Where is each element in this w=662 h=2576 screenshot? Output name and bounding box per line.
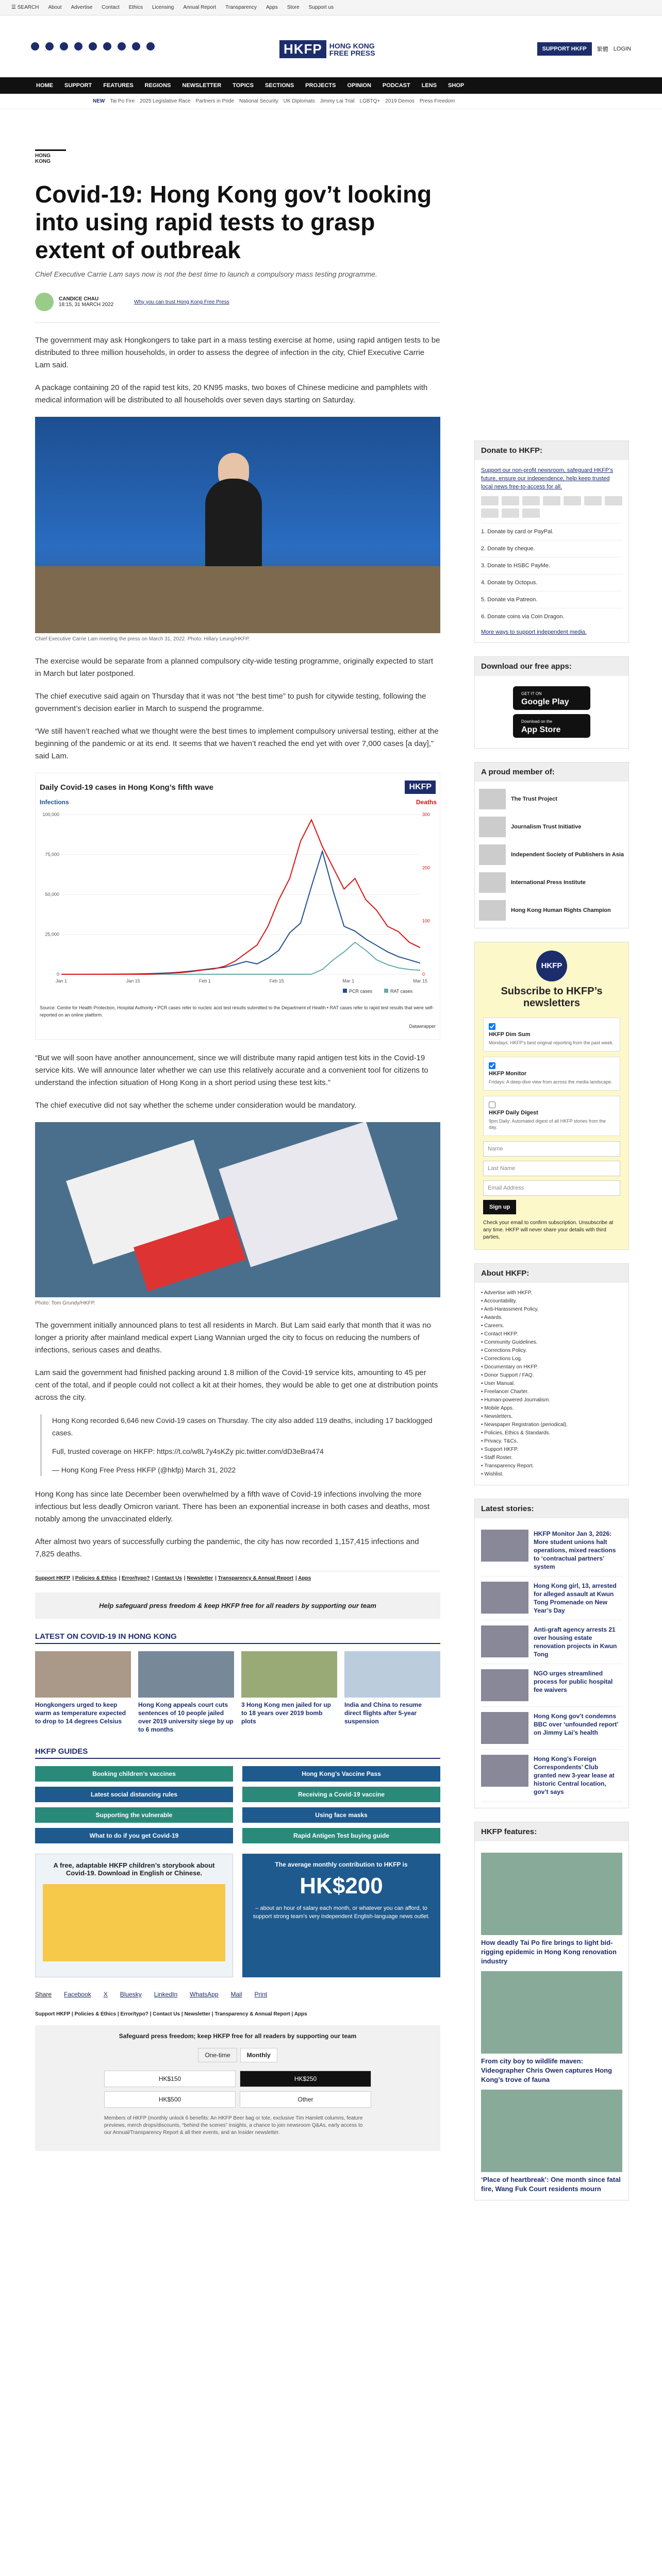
youtube-icon[interactable] xyxy=(103,42,111,50)
more-ways-link[interactable]: More ways to support independent media. xyxy=(481,629,587,635)
y-tick-label-right: 100 xyxy=(422,918,431,924)
stories-list xyxy=(475,1518,628,1808)
chart-svg xyxy=(36,794,441,1000)
member-logo[interactable]: Independent Society of Publishers in Asia xyxy=(479,844,624,865)
support-links: Support HKFP | Policies & Ethics | Error/typo? | Contact Us | Newsletter | Transparency & Annual Report | Apps xyxy=(35,1571,440,1581)
about-link[interactable]: • Wishlist. xyxy=(481,1471,504,1477)
tag-link[interactable]: Press Freedom xyxy=(419,98,455,104)
feature-image xyxy=(481,1971,622,2054)
y-tick-label: 50,000 xyxy=(45,892,59,897)
contribution-promo[interactable]: The average monthly contribution to HKFP is HK$200 – about an hour of salary each month, or whatever you can afford, to support strong team’s very independent English-language news outlet. xyxy=(242,1854,440,1977)
trending-tags xyxy=(0,94,662,109)
top-bar xyxy=(0,0,662,15)
feature-item[interactable] xyxy=(481,1971,622,2084)
nav-item[interactable]: HOME xyxy=(36,82,53,89)
support-link[interactable]: Transparency & Annual Report xyxy=(218,1575,293,1581)
story-title: HKFP Monitor Jan 3, 2026: More student unions halt operations, mixed reactions to ‘contractual partners’ system xyxy=(534,1530,616,1570)
guide-button[interactable]: Using face masks xyxy=(242,1807,440,1823)
card-title: Hongkongers urged to keep warm as temperature expected to drop to 14 degrees Celsius xyxy=(35,1701,126,1725)
x-tick-label: Mar 15 xyxy=(412,978,428,984)
nav-item[interactable]: FEATURES xyxy=(103,82,134,89)
story-title: NGO urges streamlined process for public hospital fee waivers xyxy=(534,1670,613,1693)
y-tick-label-right: 200 xyxy=(422,865,431,871)
about-link[interactable]: • Anti-Harassment Policy. xyxy=(481,1307,539,1312)
feature-title: How deadly Tai Po fire brings to light bid-rigging epidemic in Hong Kong renovation industry xyxy=(481,1939,617,1965)
chart-badge: HKFP xyxy=(405,781,436,794)
bluesky-icon[interactable] xyxy=(89,42,97,50)
tab-monthly[interactable]: Monthly xyxy=(240,2048,277,2062)
newsletter-option[interactable]: HKFP Monitor Fridays: A deep-dive view from across the media landscape. xyxy=(483,1057,620,1091)
latest-card[interactable] xyxy=(138,1651,234,1734)
chart-credit: Datawrapper xyxy=(409,1024,436,1029)
about-link[interactable]: • Privacy. T&Cs. xyxy=(481,1438,518,1444)
story-title: Anti-graft agency arrests 21 over housing estate renovation projects in Kwun Tong xyxy=(534,1626,617,1658)
support-links-2: Support HKFP | Policies & Ethics | Error/typo? | Contact Us | Newsletter | Transparency & Annual Report | Apps xyxy=(35,2011,307,2017)
legend-swatch xyxy=(384,989,388,993)
share-linkedin[interactable]: LinkedIn xyxy=(154,1991,178,1998)
y-tick-label: 100,000 xyxy=(42,812,59,817)
newsletter-note: Check your email to confirm subscription. Unsubscribe at any time. HKFP will never share your details with third parties. xyxy=(483,1220,614,1240)
site-logo[interactable] xyxy=(279,40,375,58)
support-link[interactable]: Transparency & Annual Report xyxy=(214,2011,290,2017)
latest-card[interactable] xyxy=(35,1651,131,1734)
guide-button[interactable]: Receiving a Covid-19 vaccine xyxy=(242,1787,440,1802)
email-field[interactable]: Email Address xyxy=(483,1180,620,1196)
support-link[interactable]: Apps xyxy=(298,1575,311,1581)
site-header xyxy=(0,15,662,77)
stories-box xyxy=(474,1499,629,1808)
category-label[interactable]: HONG KONG xyxy=(35,149,66,164)
nav-item[interactable]: SECTIONS xyxy=(264,82,294,89)
about-link[interactable]: • Transparency Report. xyxy=(481,1463,534,1469)
paragraph: The chief executive said again on Thursday that it was not “the best time” to push for citywide testing, following the government’s decision earlier in March to suspend the programme. xyxy=(35,692,426,713)
about-link[interactable]: • Accountability. xyxy=(481,1298,517,1304)
story-title: Hong Kong’s Foreign Correspondents’ Club granted new 3-year lease at historic Central location, gov’t says xyxy=(534,1755,615,1795)
latest-card[interactable] xyxy=(344,1651,440,1734)
story-item[interactable] xyxy=(481,1524,622,1577)
tag-link[interactable]: LGBTQ+ xyxy=(359,98,380,104)
story-item[interactable] xyxy=(481,1577,622,1620)
paragraph: A package containing 20 of the rapid test kits, 20 KN95 masks, two boxes of Chinese medicine and pamphlets with medical information will be distributed to all households over seven days starting on Saturday. xyxy=(35,383,428,404)
story-item[interactable] xyxy=(481,1707,622,1750)
support-link[interactable]: Policies & Ethics xyxy=(74,2011,117,2017)
story-thumbnail xyxy=(481,1530,528,1562)
safeguard-banner[interactable]: Help safeguard press freedom & keep HKFP free for all readers by supporting our team xyxy=(35,1592,440,1619)
story-item[interactable] xyxy=(481,1664,622,1707)
member-logo[interactable]: International Press Institute xyxy=(479,872,624,893)
paragraph: “But we will soon have another announcement, since we will distribute many rapid antigen test kits in the Covid-19 service kits. We will announce later whether we can use this relatively accurate and a convenient tool for citizens to understand the infection situation of Hong Kong in a short period using these test kits.” xyxy=(35,1054,428,1087)
nav-item[interactable]: PROJECTS xyxy=(305,82,336,89)
guides-grid xyxy=(35,1766,440,1843)
article-photo xyxy=(35,417,440,633)
nav-item[interactable]: LENS xyxy=(421,82,437,89)
donate-option[interactable]: 3. Donate to HSBC PayMe. xyxy=(481,557,622,574)
nav-item[interactable]: SUPPORT xyxy=(64,82,92,89)
payment-icons xyxy=(481,496,622,518)
widget-title: Download our free apps: xyxy=(475,657,628,676)
about-link[interactable]: • Corrections Log. xyxy=(481,1356,522,1362)
photo-caption: Chief Executive Carrie Lam meeting the press on March 31, 2022. Photo: Hillary Leung/HKFP. xyxy=(35,636,250,642)
top-link[interactable]: Store xyxy=(287,5,300,10)
last-name-field[interactable]: Last Name xyxy=(483,1161,620,1176)
latest-card[interactable] xyxy=(241,1651,337,1734)
widget-title: A proud member of: xyxy=(475,762,628,782)
rss-icon[interactable] xyxy=(146,42,155,50)
tag-link[interactable]: National Security xyxy=(239,98,278,104)
facebook-icon[interactable] xyxy=(31,42,39,50)
support-link[interactable]: Contact Us xyxy=(153,2011,180,2017)
support-link[interactable]: Support HKFP xyxy=(35,1575,71,1581)
newsletter-title: Subscribe to HKFP’s newsletters xyxy=(501,986,603,1009)
tag-link[interactable]: UK Diplomats xyxy=(283,98,315,104)
logo-text: HONG KONG FREE PRESS xyxy=(329,41,375,57)
newsletter-logo: HKFP xyxy=(536,951,567,981)
share-bar xyxy=(35,1991,440,1998)
amount-option[interactable]: Other xyxy=(240,2091,371,2108)
about-link[interactable]: • Human-powered Journalism. xyxy=(481,1397,551,1403)
about-link[interactable]: • Staff Roster. xyxy=(481,1455,513,1461)
sidebar xyxy=(474,440,629,2214)
widget-title: Latest stories: xyxy=(475,1499,628,1518)
top-link[interactable]: Licensing xyxy=(152,5,174,10)
support-link[interactable]: Error/typo? xyxy=(120,2011,148,2017)
tags-label: NEW xyxy=(93,98,105,104)
donate-option[interactable]: 2. Donate by cheque. xyxy=(481,540,622,557)
about-link[interactable]: • Donor Support / FAQ. xyxy=(481,1372,534,1378)
app-store-button[interactable]: Download on the App Store xyxy=(513,714,590,738)
axis-label-right: Deaths xyxy=(416,799,437,806)
promo-row xyxy=(35,1854,440,1977)
about-link[interactable]: • Documentary on HKFP. xyxy=(481,1364,538,1370)
social-icons xyxy=(31,42,155,50)
x-tick-label: Mar 1 xyxy=(342,978,355,984)
story-thumbnail xyxy=(481,1712,528,1744)
donate-option[interactable]: 5. Donate via Patreon. xyxy=(481,591,622,608)
nav-item[interactable]: TOPICS xyxy=(233,82,254,89)
share-facebook[interactable]: Facebook xyxy=(64,1991,91,1998)
story-thumbnail xyxy=(481,1625,528,1657)
donate-option[interactable]: 4. Donate by Octopus. xyxy=(481,574,622,591)
language-link[interactable]: 繁體 xyxy=(597,46,608,53)
story-item[interactable] xyxy=(481,1620,622,1664)
legend-label: PCR cases xyxy=(349,989,373,994)
series-line xyxy=(61,942,420,974)
top-link[interactable]: Transparency xyxy=(225,5,257,10)
feature-item[interactable] xyxy=(481,1853,622,1966)
login-link[interactable]: LOGIN xyxy=(613,46,631,52)
nav-item[interactable]: NEWSLETTER xyxy=(182,82,222,89)
y-tick-label-right: 0 xyxy=(422,972,425,977)
about-link[interactable]: • Advertise with HKFP. xyxy=(481,1290,532,1296)
about-link[interactable]: • Newsletters. xyxy=(481,1414,513,1419)
about-list xyxy=(475,1283,628,1485)
y-tick-label: 75,000 xyxy=(45,852,59,857)
y-tick-label: 0 xyxy=(56,972,59,977)
search-link[interactable]: ☰ SEARCH xyxy=(11,5,39,10)
x-tick-label: Feb 15 xyxy=(269,978,284,984)
card-title: 3 Hong Kong men jailed for up to 18 years over 2019 bomb plots xyxy=(241,1701,331,1725)
members-box xyxy=(474,762,629,928)
embedded-tweet xyxy=(40,1414,440,1476)
publish-date: 18:15, 31 MARCH 2022 xyxy=(59,302,114,308)
guide-button[interactable]: Supporting the vulnerable xyxy=(35,1807,233,1823)
name-field[interactable]: Name xyxy=(483,1141,620,1157)
main-nav xyxy=(0,77,662,94)
widget-title: HKFP features: xyxy=(475,1822,628,1841)
y-tick-label: 25,000 xyxy=(45,931,59,937)
storybook-promo[interactable]: A free, adaptable HKFP children’s storybook about Covid-19. Download in English or Chinese. xyxy=(35,1854,233,1977)
legend-label: RAT cases xyxy=(390,989,413,994)
support-link[interactable]: Newsletter xyxy=(184,2011,211,2017)
share-mail[interactable]: Mail xyxy=(230,1991,242,1998)
tweet-author: — Hong Kong Free Press HKFP (@hkfp) March 31, 2022 xyxy=(52,1466,236,1474)
tag-link[interactable]: 2019 Demos xyxy=(385,98,415,104)
covid-chart xyxy=(35,773,440,1040)
card-title: Hong Kong appeals court cuts sentences of 10 people jailed over 2019 university siege by up to 6 months xyxy=(138,1701,234,1733)
chart-title: Daily Covid-19 cases in Hong Kong’s fifth wave xyxy=(40,783,214,792)
guide-button[interactable]: Booking children’s vaccines xyxy=(35,1766,233,1782)
threads-icon[interactable] xyxy=(74,42,82,50)
trust-link[interactable]: Why you can trust Hong Kong Free Press xyxy=(134,299,229,305)
donate-heading: Safeguard press freedom; keep HKFP free for all readers by supporting our team xyxy=(119,2032,357,2040)
newsletter-box xyxy=(474,942,629,1250)
paragraph: The government may ask Hongkongers to take part in a mass testing exercise at home, using rapid antigen tests to be distributed to three million households, in order to assess the degree of infection in the city, Chief Executive Carrie Lam said. xyxy=(35,336,440,369)
article xyxy=(35,149,440,2151)
about-link[interactable]: • Contact HKFP. xyxy=(481,1331,518,1337)
newsletter-option[interactable]: HKFP Dim Sum Mondays: HKFP’s best original reporting from the past week. xyxy=(483,1018,620,1052)
card-thumbnail xyxy=(344,1651,440,1698)
paragraph: The chief executive did not say whether the scheme under consideration would be mandatory. xyxy=(35,1101,357,1110)
story-thumbnail xyxy=(481,1669,528,1701)
support-link[interactable]: Error/typo? xyxy=(122,1575,150,1581)
x-tick-label: Feb 1 xyxy=(198,978,211,984)
latest-list xyxy=(35,1651,440,1734)
story-title: Hong Kong gov’t condemns BBC over ‘unfounded report’ on Jimmy Lai’s health xyxy=(534,1713,619,1736)
guide-button[interactable]: Latest social distancing rules xyxy=(35,1787,233,1802)
about-link[interactable]: • Policies, Ethics & Standards. xyxy=(481,1430,551,1436)
google-play-button[interactable]: GET IT ON Google Play xyxy=(513,686,590,710)
share-x[interactable]: X xyxy=(103,1991,108,1998)
support-link[interactable]: Contact Us xyxy=(155,1575,182,1581)
newsletter-option[interactable]: HKFP Daily Digest 9pm Daily: Automated digest of all HKFP stories from the day. xyxy=(483,1096,620,1136)
x-tick-label: Jan 15 xyxy=(126,978,140,984)
about-link[interactable]: • Mobile Apps. xyxy=(481,1405,514,1411)
guides-heading: HKFP GUIDES xyxy=(35,1747,440,1759)
logo-box: HKFP xyxy=(279,40,326,58)
guide-button[interactable]: Hong Kong’s Vaccine Pass xyxy=(242,1766,440,1782)
guide-button[interactable]: Rapid Antigen Test buying guide xyxy=(242,1828,440,1843)
share-label: Share xyxy=(35,1991,52,1998)
widget-title: About HKFP: xyxy=(475,1264,628,1283)
about-link[interactable]: • Careers. xyxy=(481,1323,504,1329)
mail-icon[interactable] xyxy=(118,42,126,50)
about-link[interactable]: • Freelancer Charter. xyxy=(481,1389,529,1395)
x-tick-label: Jan 1 xyxy=(55,978,68,984)
support-button[interactable]: SUPPORT HKFP xyxy=(537,42,592,56)
story-thumbnail xyxy=(481,1755,528,1787)
paragraph: Lam said the government had finished packing around 1.8 million of the Covid-19 service kits, amounting to 45 per cent of the total, and if people could not collect a kit at their homes, they would be able to get one at distribution points across the city. xyxy=(35,1368,438,1402)
support-link[interactable]: Support HKFP xyxy=(35,2011,71,2017)
nav-item[interactable]: PODCAST xyxy=(382,82,410,89)
paragraph: After almost two years of successfully curbing the pandemic, the city has now recorded 1,157,415 infections and 7,825 deaths. xyxy=(35,1537,419,1558)
story-thumbnail xyxy=(481,1582,528,1614)
y-tick-label-right: 300 xyxy=(422,812,431,817)
paragraph: The government initially announced plans to test all residents in March. But Lam said early that month that it was no longer a priority after mainland medical expert Liang Wannian urged the city to focus on reducing the numbers of infections, serious cases and deaths. xyxy=(35,1321,431,1354)
feature-item[interactable] xyxy=(481,2090,622,2194)
member-logo[interactable]: The Trust Project xyxy=(479,789,624,809)
tweet-link[interactable]: Full, trusted coverage on HKFP: https://t.co/w8L7y4sKZy pic.twitter.com/dD3eBra474 xyxy=(52,1447,324,1455)
paragraph: Hong Kong has since late December been overwhelmed by a fifth wave of Covid-19 infections involving the more infectious but less deadly Omicron variant. There has been an exponential increase in both cases and deaths, most notably among the unvaccinated elderly. xyxy=(35,1490,430,1523)
article-title: Covid-19: Hong Kong gov’t looking into using rapid tests to grasp extent of outbreak xyxy=(35,181,432,263)
story-title: Hong Kong girl, 13, arrested for alleged assault at Kwun Tong Promenade on New Year’s Day xyxy=(534,1582,617,1614)
card-thumbnail xyxy=(241,1651,337,1698)
share-whatsapp[interactable]: WhatsApp xyxy=(190,1991,219,1998)
member-logo[interactable]: Journalism Trust Initiative xyxy=(479,817,624,837)
card-thumbnail xyxy=(138,1651,234,1698)
paragraph: “We still haven’t reached what we thought were the best times to implement compulsory universal testing, either at the beginning of the pandemic or at its end. It seems that we haven’t reached the end yet with over 7,000 cases [a day],” said Lam. xyxy=(35,727,439,760)
card-title: India and China to resume direct flights after 5-year suspension xyxy=(344,1701,422,1725)
tag-link[interactable]: Jimmy Lai Trial xyxy=(320,98,355,104)
top-link[interactable]: Advertise xyxy=(71,5,93,10)
tag-link[interactable]: 2025 Legislative Race xyxy=(140,98,191,104)
donate-option[interactable]: 6. Donate coins via Coin Dragon. xyxy=(481,608,622,625)
series-line xyxy=(61,851,420,974)
donate-widget xyxy=(35,2025,440,2151)
tag-link[interactable]: Tai Po Fire xyxy=(110,98,135,104)
amount-option[interactable]: HK$500 xyxy=(104,2091,236,2108)
guide-button[interactable]: What to do if you get Covid-19 xyxy=(35,1828,233,1843)
support-link[interactable]: Newsletter xyxy=(187,1575,213,1581)
legend-swatch xyxy=(343,989,347,993)
member-logo[interactable]: Hong Kong Human Rights Champion xyxy=(479,900,624,921)
header-actions xyxy=(537,42,631,56)
donate-option[interactable]: 1. Donate by card or PayPal. xyxy=(481,523,622,540)
feature-title: ‘Place of heartbreak’: One month since fatal fire, Wang Fuk Court residents mourn xyxy=(481,2176,621,2193)
share-bluesky[interactable]: Bluesky xyxy=(120,1991,142,1998)
about-link[interactable]: • Newspaper Registration (periodical). xyxy=(481,1422,568,1428)
nav-item[interactable]: OPINION xyxy=(347,82,371,89)
apps-box xyxy=(474,656,629,749)
amount-option[interactable]: HK$250 xyxy=(240,2071,371,2087)
features-list xyxy=(475,1841,628,2200)
features-box xyxy=(474,1822,629,2200)
telegram-icon[interactable] xyxy=(132,42,140,50)
latest-heading: LATEST ON COVID-19 IN HONG KONG xyxy=(35,1632,440,1644)
chart-source: Source: Centre for Health Protection, Hospital Authority • PCR cases refer to nucleic acid test results submitted to the Department of Health • RAT cases refer to rapid test results that were self-reported on an online platform. xyxy=(40,1005,434,1018)
top-link[interactable]: About xyxy=(48,5,62,10)
nav-item[interactable]: SHOP xyxy=(448,82,465,89)
feature-image xyxy=(481,1853,622,1935)
avatar xyxy=(35,293,54,311)
author-name[interactable]: CANDICE CHAU xyxy=(59,296,99,302)
tab-one-time[interactable]: One-time xyxy=(198,2048,237,2062)
about-link[interactable]: • Corrections Policy. xyxy=(481,1348,527,1353)
amount-option[interactable]: HK$150 xyxy=(104,2071,236,2087)
top-link[interactable]: Contact xyxy=(102,5,120,10)
feature-title: From city boy to wildlife maven: Videographer Chris Owen captures Hong Kong’s trove of fauna xyxy=(481,2057,613,2083)
instagram-icon[interactable] xyxy=(60,42,68,50)
about-box xyxy=(474,1263,629,1485)
about-link[interactable]: • Community Guidelines. xyxy=(481,1340,538,1345)
top-link[interactable]: Support us xyxy=(308,5,334,10)
axis-label-left: Infections xyxy=(40,799,69,806)
tag-link[interactable]: Partners in Pride xyxy=(195,98,235,104)
x-icon[interactable] xyxy=(45,42,54,50)
photo-caption: Photo: Tom Grundy/HKFP. xyxy=(35,1300,95,1306)
support-link[interactable]: Apps xyxy=(294,2011,307,2017)
feature-image xyxy=(481,2090,622,2172)
card-thumbnail xyxy=(35,1651,131,1698)
top-link[interactable]: Annual Report xyxy=(183,5,217,10)
nav-item[interactable]: REGIONS xyxy=(144,82,171,89)
donate-box xyxy=(474,440,629,643)
donate-text[interactable]: Support our non-profit newsroom, safeguard HKFP’s future, ensure our independence, help keep trusted local news free-to-access for all. xyxy=(481,467,613,490)
article-photo-2 xyxy=(35,1122,440,1297)
top-link[interactable]: Ethics xyxy=(128,5,143,10)
share-print[interactable]: Print xyxy=(254,1991,268,1998)
about-link[interactable]: • Support HKFP. xyxy=(481,1447,519,1452)
benefit-text: Members of HKFP (monthly unlock 6 benefits: An HKFP Beer bag or tote, exclusive Tim Hamlett columns, feature previews, merch drops/discounts, “behind the scenes” insights, a chance to join newsroom Q&As, early access to our Annual/Transparency Report & all their events, and an Insider newsletter. xyxy=(104,2115,363,2136)
signup-button[interactable]: Sign up xyxy=(483,1200,516,1214)
top-link[interactable]: Apps xyxy=(266,5,278,10)
support-link[interactable]: Policies & Ethics xyxy=(75,1575,117,1581)
story-item[interactable] xyxy=(481,1750,622,1802)
widget-title: Donate to HKFP: xyxy=(475,441,628,460)
byline xyxy=(35,293,440,311)
about-link[interactable]: • Awards. xyxy=(481,1315,503,1320)
article-subtitle: Chief Executive Carrie Lam says now is not the best time to launch a compulsory mass testing programme. xyxy=(35,270,377,278)
paragraph: The exercise would be separate from a planned compulsory city-wide testing programme, originally expected to start in March but later postponed. xyxy=(35,657,434,678)
about-link[interactable]: • User Manual. xyxy=(481,1381,515,1386)
tweet-text: Hong Kong recorded 6,646 new Covid-19 cases on Thursday. The city also added 119 deaths, including 17 backlogged cases. xyxy=(52,1416,433,1437)
